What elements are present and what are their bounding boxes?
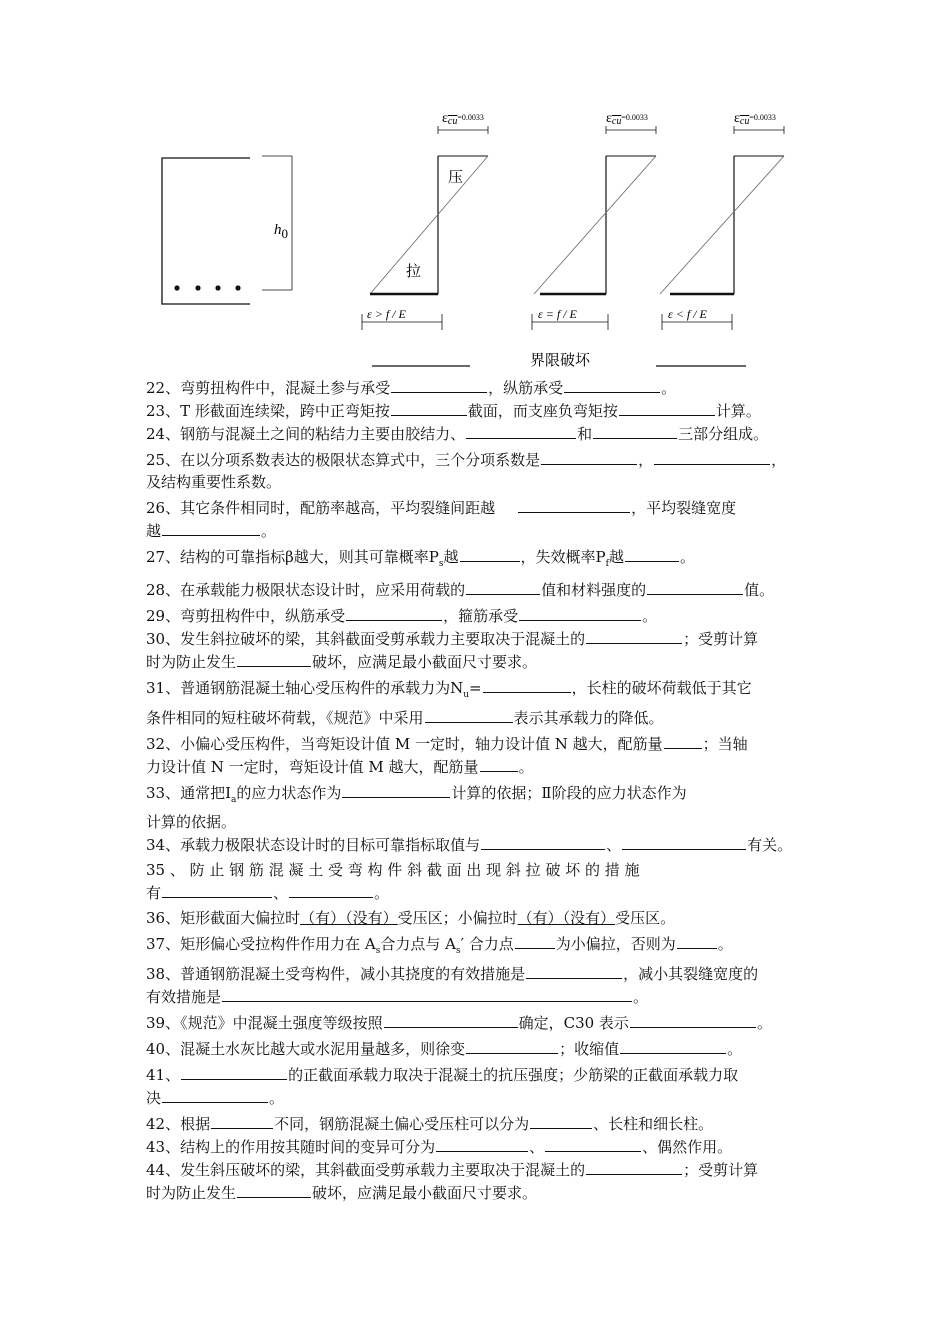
answer-blank[interactable] <box>466 578 540 595</box>
answer-blank[interactable] <box>593 422 677 439</box>
answer-blank[interactable] <box>664 732 702 749</box>
compression-label: 压 <box>448 170 464 186</box>
answer-blank[interactable] <box>620 1037 726 1054</box>
answer-blank[interactable] <box>481 833 605 850</box>
answer-blank[interactable] <box>630 1011 756 1028</box>
question-26: 26、其它条件相同时，配筋率越高，平均裂缝间距越 ，平均裂缝宽度 越 。 <box>146 496 810 542</box>
rebar-dot <box>195 285 200 290</box>
question-40: 40、混凝土水灰比越大或水泥用量越多，则徐变 ；收缩值 。 <box>146 1037 810 1060</box>
answer-blank[interactable] <box>586 1158 682 1175</box>
answer-blank[interactable] <box>677 932 717 949</box>
strain-diagram-1 <box>362 111 488 330</box>
answer-blank[interactable] <box>391 399 467 416</box>
strain-diagram-2 <box>532 111 656 330</box>
question-34: 34、承载力极限状态设计时的目标可靠指标取值与 、 有关。 <box>146 833 810 856</box>
question-28: 28、在承载能力极限状态设计时，应采用荷载的 值和材料强度的 值。 <box>146 578 810 601</box>
answer-blank[interactable] <box>466 422 576 439</box>
answer-blank[interactable] <box>211 1112 273 1129</box>
strain-diagram-svg <box>150 108 810 370</box>
question-39: 39、《规范》中混凝土强度等级按照 确定，C30 表示 。 <box>146 1011 810 1034</box>
answer-blank[interactable] <box>526 962 622 979</box>
strain-cu-label: εcu$^{=0.0033}$ <box>442 111 484 127</box>
beam-cross-section <box>162 156 292 304</box>
option-choice[interactable]: （有）（没有） <box>300 909 398 927</box>
answer-blank[interactable] <box>384 1011 518 1028</box>
question-23: 23、T 形截面连续梁，跨中正弯矩按 截面，而支座负弯矩按 计算。 <box>146 399 810 422</box>
h0-label: h0 <box>274 222 288 241</box>
answer-blank[interactable] <box>483 676 571 693</box>
rebar-dot <box>215 285 220 290</box>
strain-diagram-3 <box>660 111 784 330</box>
answer-blank[interactable] <box>222 985 632 1002</box>
question-31: 31、普通钢筋混凝土轴心受压构件的承载力为$N_u=$ ，长柱的破坏荷载低于其它 条件相同的短柱破坏荷载，《规范》中采用 表示其承载力的降低。 <box>146 676 810 729</box>
question-33: 33、通常把$Ⅰ_a$的应力状态作为 计算的依据；Ⅱ阶段的应力状态作为 计算的依据。 <box>146 781 810 833</box>
answer-blank[interactable] <box>480 755 518 772</box>
question-42: 42、根据 不同，钢筋混凝土偏心受压柱可以分为 、长柱和细长柱。 <box>146 1112 810 1135</box>
answer-blank[interactable] <box>162 519 260 536</box>
answer-blank[interactable] <box>625 545 679 562</box>
steel-strain-label: ε = f / E <box>538 307 577 321</box>
answer-blank[interactable] <box>647 578 743 595</box>
question-22: 22、弯剪扭构件中，混凝土参与承受 ，纵筋承受 。 <box>146 376 810 399</box>
strain-cu-label: εcu$^{=0.0033}$ <box>734 111 776 127</box>
steel-strain-label: ε < f / E <box>668 307 707 321</box>
answer-blank[interactable] <box>515 932 555 949</box>
answer-blank[interactable] <box>162 881 272 898</box>
answer-blank[interactable] <box>391 376 487 393</box>
answer-blank[interactable] <box>460 545 520 562</box>
answer-blank[interactable] <box>181 1063 287 1080</box>
question-37: 37、矩形偏心受拉构件作用力在 $A_s$合力点与 $A_s'$ 合力点 为小偏拉，否则为 。 <box>146 932 810 962</box>
answer-blank[interactable] <box>622 833 746 850</box>
question-36: 36、矩形截面大偏拉时（有）（没有）受压区；小偏拉时（有）（没有）受压区。 <box>146 909 676 927</box>
answer-blank[interactable] <box>162 1086 268 1103</box>
answer-blank[interactable] <box>530 1112 592 1129</box>
answer-blank[interactable] <box>425 706 513 723</box>
answer-blank[interactable] <box>466 1037 558 1054</box>
rebar-dot <box>235 285 240 290</box>
question-35: 35 、 防 止 钢 筋 混 凝 土 受 弯 构 件 斜 截 面 出 现 斜 拉 破 坏 的 措 施 有 、 。 <box>146 861 640 902</box>
steel-strain-label: ε > f / E <box>367 307 406 321</box>
question-41: 41、 的正截面承载力取决于混凝土的抗压强度；少筋梁的正截面承载力取 决 。 <box>146 1063 810 1109</box>
strain-cu-label: εcu$^{=0.0033}$ <box>606 111 648 127</box>
answer-blank[interactable] <box>237 650 311 667</box>
answer-blank[interactable] <box>541 448 637 465</box>
question-43: 43、结构上的作用按其随时间的变异可分为 、 、偶然作用。 <box>146 1135 810 1158</box>
question-32: 32、小偏心受压构件，当弯矩设计值 M 一定时，轴力设计值 N 越大，配筋量 ；当轴 力设计值 N 一定时，弯矩设计值 M 越大，配筋量 。 <box>146 732 810 778</box>
question-25: 25、在以分项系数表达的极限状态算式中，三个分项系数是 ， ， 及结构重要性系数。 <box>146 448 810 493</box>
answer-blank[interactable] <box>619 399 715 416</box>
question-44: 44、发生斜压破坏的梁，其斜截面受剪承载力主要取决于混凝土的 ；受剪计算 时为防止发生 破坏，应满足最小截面尺寸要求。 <box>146 1158 810 1204</box>
answer-blank[interactable] <box>518 496 630 513</box>
answer-blank[interactable] <box>519 604 641 621</box>
answer-blank[interactable] <box>586 627 682 644</box>
answer-blank[interactable] <box>654 448 770 465</box>
answer-blank[interactable] <box>545 1135 641 1152</box>
question-24: 24、钢筋与混凝土之间的粘结力主要由胶结力、 和 三部分组成。 <box>146 422 810 445</box>
question-38: 38、普通钢筋混凝土受弯构件，减小其挠度的有效措施是 ，减小其裂缝宽度的 有效措施是 。 <box>146 962 810 1008</box>
option-choice[interactable]: （有）（没有） <box>517 909 616 927</box>
middle-caption: 界限破坏 <box>530 351 591 369</box>
rebar-dot <box>174 285 179 290</box>
answer-blank[interactable] <box>564 376 660 393</box>
question-list <box>146 376 810 1204</box>
answer-blank[interactable] <box>346 604 442 621</box>
strain-distribution-figure <box>150 108 810 370</box>
answer-blank[interactable] <box>289 881 373 898</box>
answer-blank[interactable] <box>436 1135 528 1152</box>
question-30: 30、发生斜拉破坏的梁，其斜截面受剪承载力主要取决于混凝土的 ；受剪计算 时为防止发生 破坏，应满足最小截面尺寸要求。 <box>146 627 810 673</box>
question-29: 29、弯剪扭构件中，纵筋承受 ，箍筋承受 。 <box>146 604 810 627</box>
tension-label: 拉 <box>406 264 422 280</box>
answer-blank[interactable] <box>342 781 450 798</box>
question-27: 27、结构的可靠指标β越大，则其可靠概率$P_s$越 ，失效概率$P_f$越 。 <box>146 545 810 575</box>
answer-blank[interactable] <box>237 1181 311 1198</box>
